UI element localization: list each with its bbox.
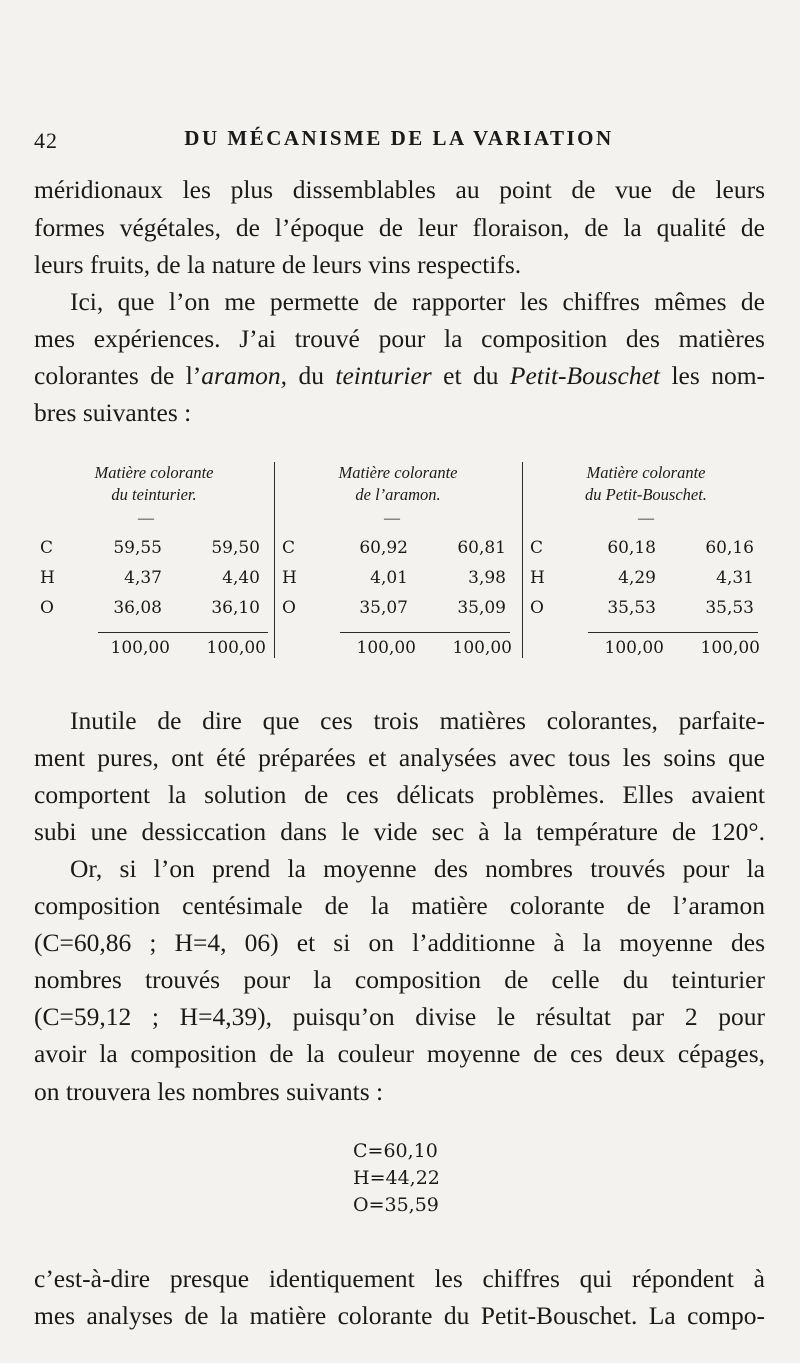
table-cell: 4,40: [222, 568, 260, 588]
table-cell: 4,01: [370, 568, 408, 588]
heading-dash: —: [384, 510, 400, 527]
text-line: (C=60,86 ; H=4, 06) et si on l’additionne à la moyenne des: [34, 928, 765, 957]
table-cell: 59,55: [113, 538, 162, 558]
text-line: avoir la composition de la couleur moyenne de ces deux cépages,: [34, 1039, 765, 1068]
element-symbol: O: [530, 598, 544, 618]
page-header: [34, 124, 764, 158]
text-line: ment pures, ont été préparées et analysées avec tous les soins que: [34, 743, 765, 772]
formula-line: H=44,22: [353, 1167, 440, 1189]
table-row: [530, 598, 762, 620]
table-cell: 4,37: [124, 568, 162, 588]
table-row: [530, 538, 762, 560]
column-heading: [530, 462, 762, 506]
table-total: 100,00: [206, 638, 266, 658]
column-heading-line: de l’aramon.: [355, 485, 441, 504]
table-cell: 4,29: [618, 568, 656, 588]
text-line: [34, 359, 765, 393]
sum-rule: [98, 632, 268, 633]
table-cell: 35,09: [457, 598, 506, 618]
table-row: [282, 568, 514, 590]
italic-term: aramon,: [201, 361, 288, 390]
element-symbol: C: [40, 538, 54, 558]
element-symbol: O: [40, 598, 54, 618]
column-heading-line: du teinturier.: [111, 485, 197, 504]
element-symbol: C: [530, 538, 544, 558]
table-column-aramon: [282, 462, 514, 662]
formula-line: C=60,10: [353, 1140, 438, 1162]
text-span: du: [287, 361, 336, 390]
text-line: Ici, que l’on me permette de rapporter les chiffres mêmes de: [70, 287, 765, 316]
table-cell: 60,16: [705, 538, 754, 558]
table-cell: 60,81: [457, 538, 506, 558]
column-heading-line: Matière colorante: [94, 463, 214, 482]
text-line: comportent la solution de ces délicats problèmes. Elles avaient: [34, 780, 765, 809]
italic-term: Petit-Bouschet: [509, 361, 661, 390]
column-heading: [282, 462, 514, 506]
italic-term: teinturier: [335, 361, 432, 390]
table-cell: 35,53: [607, 598, 656, 618]
text-line: leurs fruits, de la nature de leurs vins respectifs.: [34, 250, 522, 279]
table-row: [282, 538, 514, 560]
table-total: 100,00: [110, 638, 170, 658]
formula-line: O=35,59: [353, 1194, 439, 1216]
table-total: 100,00: [700, 638, 760, 658]
composition-table: [34, 462, 765, 662]
sum-rule: [588, 632, 758, 633]
text-line: subi une dessiccation dans le vide sec à la température de 120°.: [34, 817, 765, 846]
table-column-petit-bouschet: [530, 462, 762, 662]
table-total: 100,00: [604, 638, 664, 658]
table-total-row: [530, 638, 762, 660]
column-divider: [522, 462, 523, 658]
text-line: composition centésimale de la matière colorante de l’aramon: [34, 891, 765, 920]
text-span: les nom-: [660, 361, 766, 390]
running-title: DU MÉCANISME DE LA VARIATION: [184, 126, 614, 150]
table-cell: 36,08: [113, 598, 162, 618]
element-symbol: H: [530, 568, 545, 588]
table-cell: 59,50: [211, 538, 260, 558]
text-line: Or, si l’on prend la moyenne des nombres trouvés pour la: [70, 854, 765, 883]
page-number: 42: [34, 128, 58, 153]
column-divider: [274, 462, 275, 658]
table-row: [282, 598, 514, 620]
text-line: mes analyses de la matière colorante du Petit-Bouschet. La compo-: [34, 1301, 765, 1330]
element-symbol: H: [40, 568, 55, 588]
table-cell: 4,31: [716, 568, 754, 588]
column-heading-line: Matière colorante: [338, 463, 458, 482]
table-cell: 35,53: [705, 598, 754, 618]
table-total-row: [282, 638, 514, 660]
text-line: mes expériences. J’ai trouvé pour la composition des matières: [34, 324, 765, 353]
heading-dash: —: [638, 510, 654, 527]
table-total-row: [40, 638, 268, 660]
table-cell: 60,18: [607, 538, 656, 558]
text-line: (C=59,12 ; H=4,39), puisqu’on divise le résultat par 2 pour: [34, 1002, 765, 1031]
table-row: [530, 568, 762, 590]
text-span: et du: [431, 361, 510, 390]
element-symbol: H: [282, 568, 297, 588]
table-total: 100,00: [452, 638, 512, 658]
table-cell: 60,92: [359, 538, 408, 558]
table-row: [40, 598, 268, 620]
heading-dash: —: [138, 510, 154, 527]
text-line: on trouvera les nombres suivants :: [34, 1077, 384, 1106]
text-span: colorantes de l’: [34, 361, 202, 390]
table-row: [40, 538, 268, 560]
column-heading-line: Matière colorante: [586, 463, 706, 482]
element-symbol: C: [282, 538, 296, 558]
text-line: méridionaux les plus dissemblables au point de vue de leurs: [34, 175, 765, 204]
text-line: formes végétales, de l’époque de leur floraison, de la qualité de: [34, 213, 765, 242]
table-column-teinturier: [40, 462, 268, 662]
element-symbol: O: [282, 598, 296, 618]
text-line: c’est-à-dire presque identiquement les chiffres qui répondent à: [34, 1264, 765, 1293]
table-cell: 3,98: [468, 568, 506, 588]
table-cell: 36,10: [211, 598, 260, 618]
table-total: 100,00: [356, 638, 416, 658]
sum-rule: [340, 632, 510, 633]
column-heading-line: du Petit-Bouschet.: [585, 485, 707, 504]
text-line: bres suivantes :: [34, 398, 192, 427]
text-line: Inutile de dire que ces trois matières colorantes, parfaite-: [70, 706, 765, 735]
table-cell: 35,07: [359, 598, 408, 618]
column-heading: [40, 462, 268, 506]
table-row: [40, 568, 268, 590]
text-line: nombres trouvés pour la composition de celle du teinturier: [34, 965, 765, 994]
